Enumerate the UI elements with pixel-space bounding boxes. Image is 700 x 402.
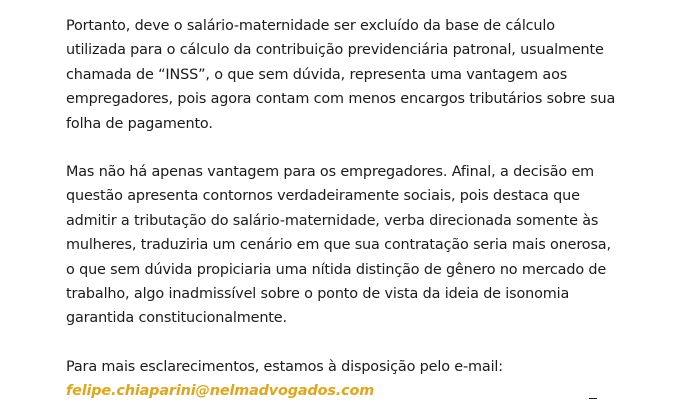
contact-text: Para mais esclarecimentos, estamos à disposição pelo e-mail:: [66, 358, 503, 375]
text-line: Mas não há apenas vantagem para os empregadores. Afinal, a decisão em: [66, 164, 595, 181]
text-line: mulheres, traduziria um cenário em que sua contratação seria mais onerosa,: [66, 237, 611, 254]
text-line: folha de pagamento.: [66, 115, 213, 132]
text-line: o que sem dúvida propiciaria uma nítida distinção de gênero no mercado de: [66, 261, 607, 278]
paragraph-vantagem-social: [66, 160, 611, 331]
text-line: chamada de “INSS”, o que sem dúvida, representa uma vantagem aos: [66, 66, 568, 83]
text-line: admitir a tributação do salário-maternidade, verba direcionada somente às: [66, 212, 599, 229]
scroll-indicator: [589, 398, 597, 399]
text-line: utilizada para o cálculo da contribuição previdenciária patronal, usualmente: [66, 42, 604, 59]
text-line: Portanto, deve o salário-maternidade ser excluído da base de cálculo: [66, 18, 555, 34]
contact-paragraph: [66, 355, 596, 402]
paragraph-salario-maternidade: [66, 14, 616, 136]
article-body: [66, 14, 616, 402]
email-link[interactable]: felipe.chiaparini@nelmadvogados.com: [66, 383, 375, 400]
text-line: garantida constitucionalmente.: [66, 310, 287, 327]
text-line: empregadores, pois agora contam com menos encargos tributários sobre sua: [66, 91, 616, 108]
text-line: trabalho, algo inadmissível sobre o ponto de vista da ideia de isonomia: [66, 286, 570, 303]
text-line: questão apresenta contornos verdadeiramente sociais, pois destaca que: [66, 188, 580, 205]
